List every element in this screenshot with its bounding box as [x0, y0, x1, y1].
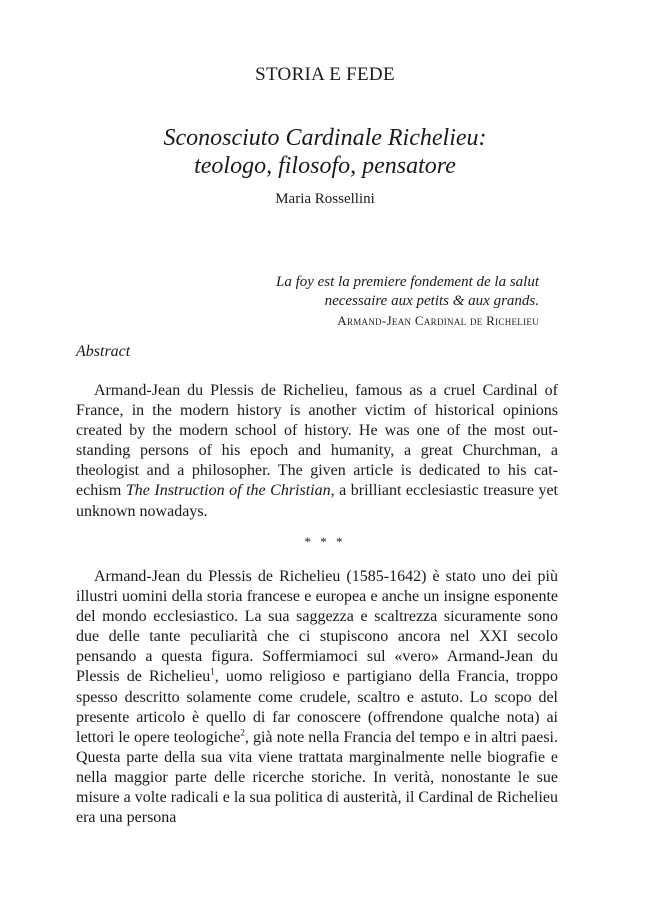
abstract-text-end: , a brilliant ecclesiastic treasure yet unknown nowadays.: [76, 482, 559, 520]
footnote-ref-2[interactable]: 2: [240, 727, 245, 738]
section-title: STORIA E FEDE: [255, 64, 395, 85]
body-text-part-1: Armand-Jean du Plessis de Richelieu (1585-1642) è stato uno dei più illustri uomini della storia francese e europea e anche un insigne esponente del mondo ecclesiastico. La sua saggezza e scaltrezza sicuramente sono due delle tante peculiarità che ci stupiscono ancora nel XXI secolo pensando a questa figura. Soffermiamoci sul «vero» Armand-Jean du Plessis de Richelieu: [76, 568, 558, 686]
epigraph-attribution: Armand-Jean Cardinal de Richelieu: [337, 313, 539, 328]
abstract-paragraph: [76, 381, 558, 522]
article-title-line-2: teologo, filosofo, pensatore: [194, 153, 456, 179]
author-name: Maria Rossellini: [275, 191, 375, 207]
abstract-body: [76, 381, 558, 522]
abstract-heading: Abstract: [76, 343, 131, 360]
main-body: [76, 567, 558, 828]
article-title: [0, 124, 650, 180]
epigraph: [179, 273, 539, 330]
body-paragraph: [76, 567, 558, 828]
epigraph-line-2: necessaire aux petits & aux grands.: [324, 293, 539, 309]
body-text-part-3: , già note nella Francia del tempo e in altri paesi. Questa parte della sua vita viene trattata marginalmente nelle biografie e nella maggior parte delle ricerche storiche. In verità, nonostante le sue misure a volte radicali e la sua politica di austerità, il Cardinal de Richelieu era una persona: [76, 728, 559, 827]
section-separator: * * *: [304, 534, 346, 549]
article-title-line-1: Sconosciuto Cardinale Richelieu:: [163, 125, 487, 151]
epigraph-line-1: La foy est la premiere fondement de la salut: [275, 274, 539, 290]
catechism-title: The Instruction of the Christian: [125, 482, 331, 500]
abstract-text-start: Armand-Jean du Plessis de Richelieu, famous as a cruel Cardinal of France, in the modern history is another victim of historical opinions created by the modern school of history. He was one of the most outstanding persons of his epoch and humanity, a great Churchman, a theologist and a philosopher. The given article is dedicated to his catechism: [76, 382, 558, 500]
footnote-ref-1[interactable]: 1: [210, 667, 215, 678]
body-text-part-2: , uomo religioso e partigiano della Francia, troppo spesso descritto solamente come crudele, scaltro e astuto. Lo scopo del presente articolo è quello di far conoscere (offrendone qualche nota) ai lettori le opere teologiche: [76, 668, 558, 746]
